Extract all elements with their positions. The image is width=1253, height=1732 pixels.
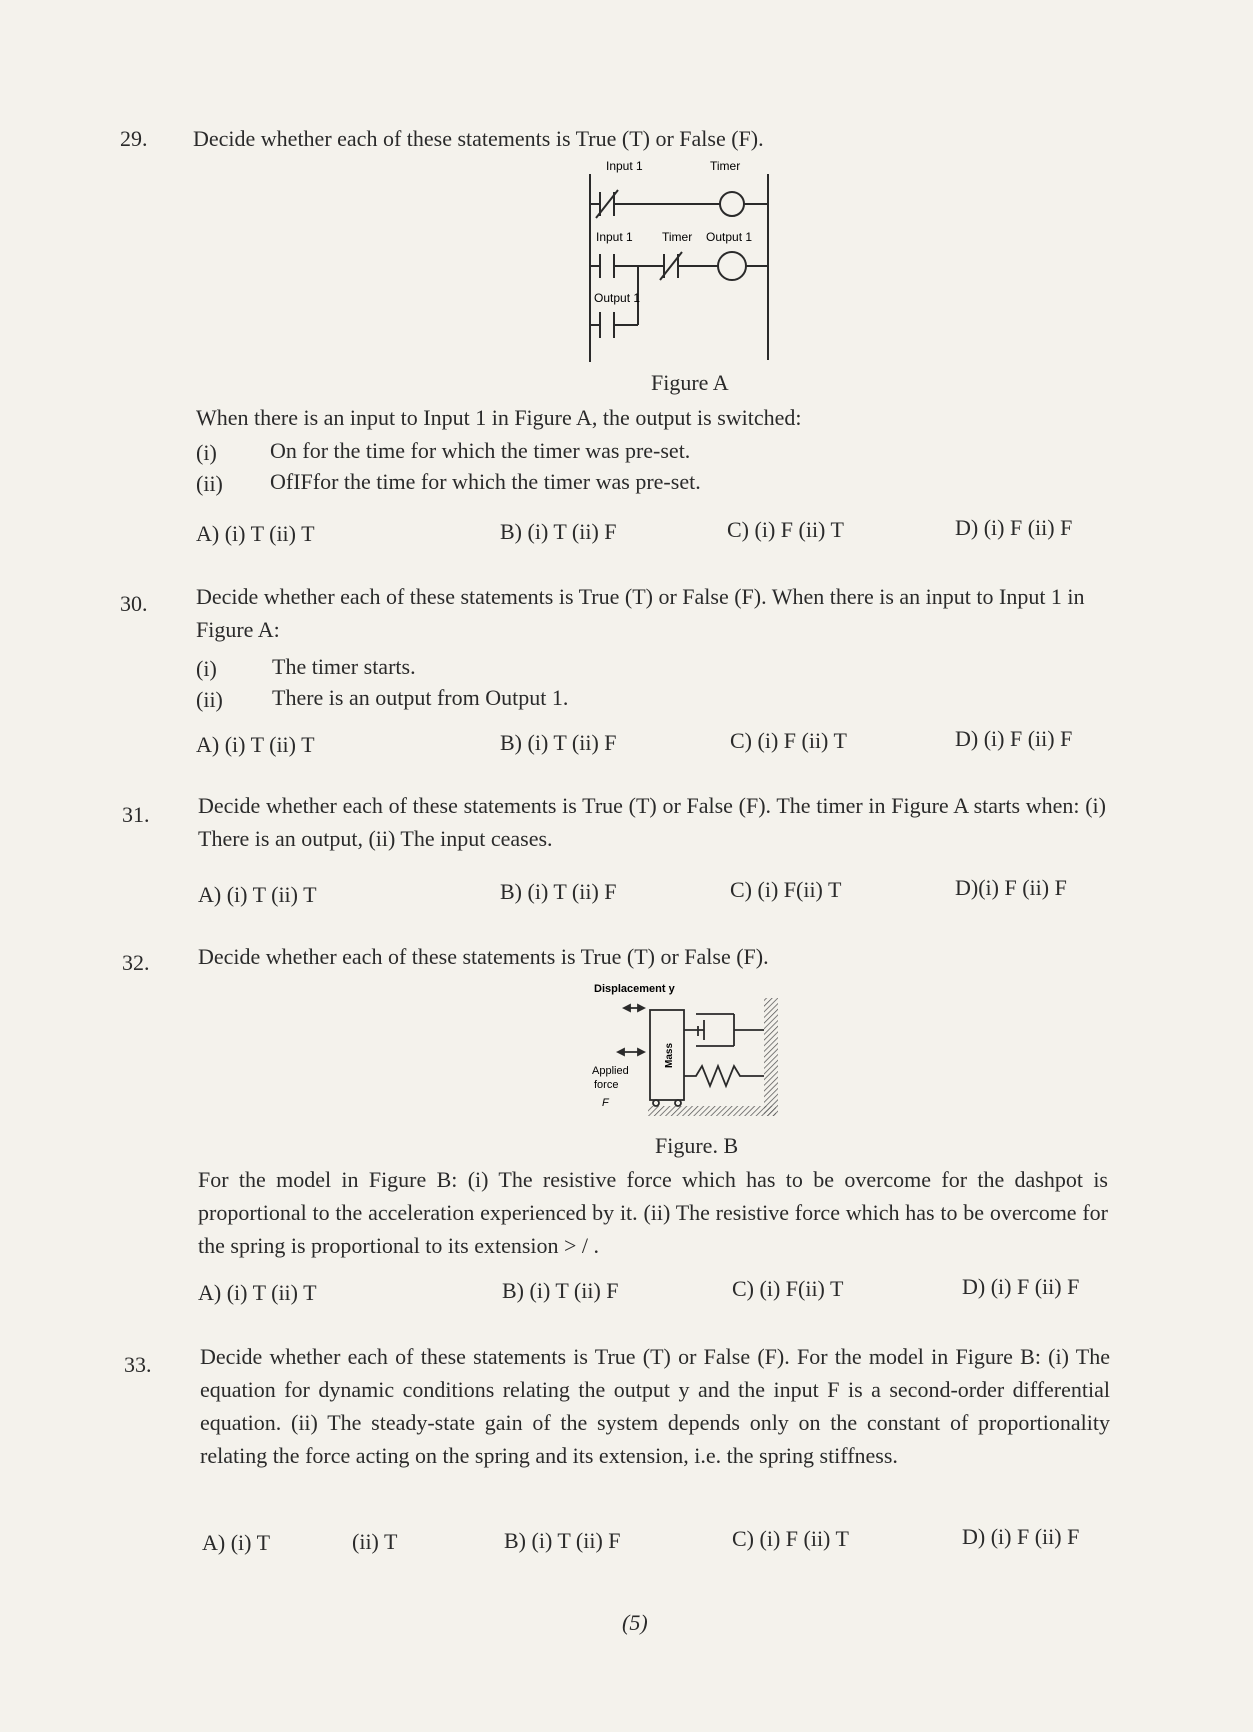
option-d[interactable]: D) (i) F (ii) F: [955, 726, 1073, 751]
figure-b-mass-spring-dashpot: [588, 978, 788, 1120]
label-displacement: Displacement y: [594, 983, 675, 995]
option-a[interactable]: A) (i) T (ii) T: [198, 1280, 317, 1305]
statement-label: (i): [196, 440, 217, 465]
label-timer-mid: Timer: [662, 230, 693, 244]
question-stem: Decide whether each of these statements is True (T) or False (F). When there is an input to Input 1 in Figure A:: [196, 584, 1085, 642]
option-a[interactable]: A) (i) T (ii) T: [196, 521, 315, 546]
option-b[interactable]: B) (i) T (ii) F: [500, 730, 617, 755]
spring: [684, 1066, 764, 1086]
output-coil: [718, 252, 746, 280]
option-d[interactable]: D) (i) F (ii) F: [962, 1524, 1080, 1549]
option-c[interactable]: C) (i) F(ii) T: [730, 877, 842, 902]
question-stem: Decide whether each of these statements is True (T) or False (F). The timer in Figure A starts when: (i) There is an output, (ii) The input ceases.: [198, 793, 1106, 851]
fixed-wall: [764, 998, 778, 1116]
option-d[interactable]: D) (i) F (ii) F: [955, 515, 1073, 540]
option-a[interactable]: A) (i) T (ii) T: [198, 882, 317, 907]
label-mass: Mass: [664, 1042, 675, 1068]
question-number: 31.: [122, 802, 150, 827]
page-number: (5): [622, 1610, 648, 1635]
option-d[interactable]: D)(i) F (ii) F: [955, 875, 1067, 900]
label-output1-bot: Output 1: [594, 291, 641, 305]
question-body: For the model in Figure B: (i) The resistive force which has to be overcome for the dashpot is proportional to the acceleration experienced by it. (ii) The resistive force which has to be overcome for the spring is proportional to its extension > / .: [198, 1167, 1108, 1258]
figure-b-caption: Figure. B: [655, 1133, 739, 1158]
question-lead: When there is an input to Input 1 in Figure A, the output is switched:: [196, 405, 802, 430]
option-b[interactable]: B) (i) T (ii) F: [500, 879, 617, 904]
timer-coil: [720, 192, 744, 216]
label-f: F: [602, 1097, 609, 1109]
label-input1-top: Input 1: [606, 160, 643, 173]
option-b[interactable]: B) (i) T (ii) F: [504, 1528, 621, 1553]
statement-text: OfIFfor the time for which the timer was pre-set.: [270, 469, 701, 494]
option-a[interactable]: A) (i) T: [202, 1530, 271, 1555]
figure-a-caption: Figure A: [651, 370, 729, 395]
ground: [648, 1106, 776, 1116]
statement-text: The timer starts.: [272, 654, 416, 679]
option-d[interactable]: D) (i) F (ii) F: [962, 1274, 1080, 1299]
statement-label: (ii): [196, 687, 223, 712]
question-stem: Decide whether each of these statements is True (T) or False (F). For the model in Figure B: (i) The equation for dynamic conditions relating the output y and the input F is a second-order differential equation. (ii) The steady-state gain of the system depends only on the constant of proportionality relating the force acting on the spring and its extension, i.e. the spring stiffness.: [200, 1344, 1110, 1468]
statement-text: On for the time for which the timer was pre-set.: [270, 438, 691, 463]
option-a[interactable]: A) (i) T (ii) T: [196, 732, 315, 757]
option-c[interactable]: C) (i) F (ii) T: [732, 1526, 849, 1551]
question-stem: Decide whether each of these statements is True (T) or False (F).: [193, 126, 764, 151]
label-input1-mid: Input 1: [596, 230, 633, 244]
label-output1-mid: Output 1: [706, 230, 753, 244]
question-number: 29.: [120, 126, 148, 151]
option-a-part-ii[interactable]: (ii) T: [352, 1529, 398, 1554]
label-force: force: [594, 1079, 619, 1091]
figure-a-ladder-diagram: [584, 160, 784, 365]
option-c[interactable]: C) (i) F(ii) T: [732, 1276, 844, 1301]
question-number: 33.: [124, 1352, 152, 1377]
question-number: 32.: [122, 950, 150, 975]
option-c[interactable]: C) (i) F (ii) T: [730, 728, 847, 753]
label-applied: Applied: [592, 1065, 629, 1077]
label-timer-top: Timer: [710, 160, 741, 173]
statement-label: (ii): [196, 471, 223, 496]
statement-label: (i): [196, 656, 217, 681]
option-c[interactable]: C) (i) F (ii) T: [727, 517, 844, 542]
option-b[interactable]: B) (i) T (ii) F: [502, 1278, 619, 1303]
statement-text: There is an output from Output 1.: [272, 685, 569, 710]
question-number: 30.: [120, 591, 148, 616]
question-stem: Decide whether each of these statements is True (T) or False (F).: [198, 944, 769, 969]
option-b[interactable]: B) (i) T (ii) F: [500, 519, 617, 544]
